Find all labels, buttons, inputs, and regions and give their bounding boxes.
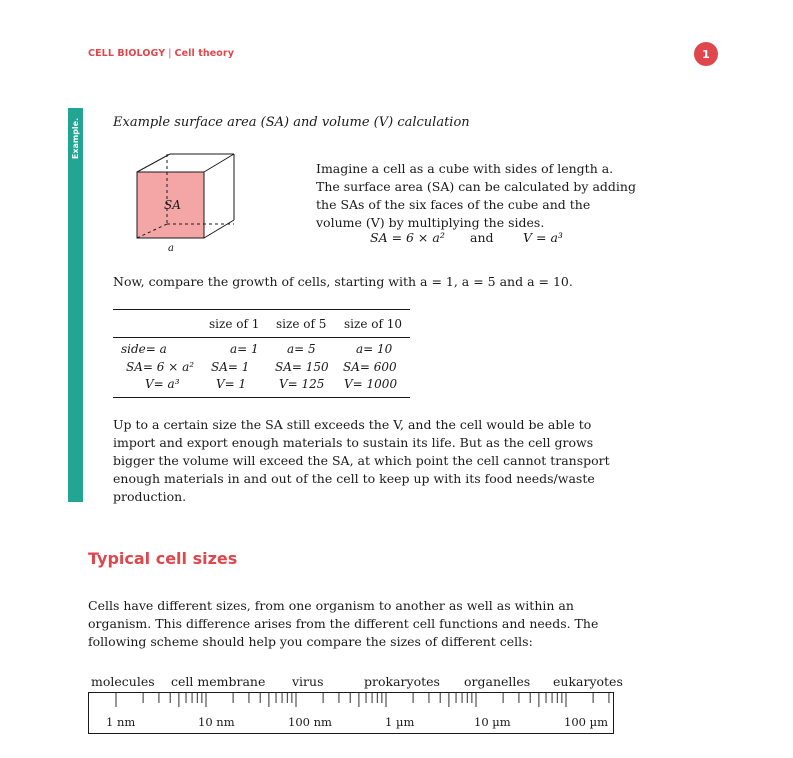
size-scale-ruler [88,690,618,738]
example-intro: Imagine a cell as a cube with sides of length a. The surface area (SA) can be calculated by adding the SAs of the six faces of the cube and the volume (V) by multiplying the sides. [316,161,636,230]
formula-surface-area: SA = 6 × a² [370,230,445,245]
table-cell: side= a [121,342,167,356]
table-cell: V= 1000 [344,377,398,391]
cube-edge [137,154,170,172]
scale-label: prokaryotes [364,674,440,689]
scale-label: cell membrane [171,674,266,689]
header-topic: Cell theory [174,48,234,59]
running-header [88,48,234,59]
tick-label: 10 nm [198,715,235,729]
table-cell: a= 5 [287,342,316,356]
table-bottom-rule [113,397,410,398]
tick-label: 10 µm [474,715,511,729]
cube-diagram [130,152,240,252]
example-title: Example surface area (SA) and volume (V) calculation [113,115,470,130]
table-cell: SA= 150 [275,360,329,374]
scale-label: organelles [464,674,531,689]
table-header: size of 1 [209,317,260,331]
table-cell: a= 10 [356,342,393,356]
ruler-ticks [116,693,609,707]
cube-edge-label: a [168,243,174,252]
cube-edge [204,154,234,172]
section-text: Cells have different sizes, from one organism to another as well as within an organism. This difference arises from the different cell functions and needs. The following scheme should help you compare the sizes of different cells: [88,598,599,649]
tick-label: 1 µm [385,715,415,729]
tick-label: 100 µm [564,715,608,729]
tick-label: 1 nm [106,715,136,729]
table-cell: V= a³ [145,377,180,391]
table-mid-rule [113,337,410,338]
header-subject: CELL BIOLOGY [88,48,166,59]
header-separator: | [168,48,172,59]
table-cell: a= 1 [230,342,259,356]
ruler-frame [89,693,614,734]
table-header: size of 5 [276,317,327,331]
table-cell: SA= 600 [343,360,397,374]
section-heading: Typical cell sizes [88,549,238,568]
scale-label: molecules [91,674,155,689]
table-header: size of 10 [344,317,402,331]
compare-text: Now, compare the growth of cells, starting with a = 1, a = 5 and a = 10. [113,274,573,289]
example-tab-label: Example. [71,117,81,159]
table-cell: V= 125 [279,377,325,391]
cube-edge [204,220,234,238]
example-conclusion: Up to a certain size the SA still exceeds the V, and the cell would be able to import and export enough materials to sustain its life. But as the cell grows bigger the volume will exceed the SA, at which point the cell cannot transport enough materials in and out of the cell to keep up with its food needs/waste production. [113,417,610,504]
table-cell: SA= 1 [211,360,250,374]
tick-label: 100 nm [288,715,332,729]
scale-label: eukaryotes [553,674,623,689]
formula-and: and [470,230,494,245]
example-tab [68,108,83,502]
cube-face-label: SA [164,198,181,212]
table-top-rule [113,309,410,310]
table-cell: SA= 6 × a² [126,360,195,374]
scale-label: virus [292,674,324,689]
formula-volume: V = a³ [523,230,563,245]
table-cell: V= 1 [216,377,247,391]
page-number-badge: 1 [694,42,718,66]
